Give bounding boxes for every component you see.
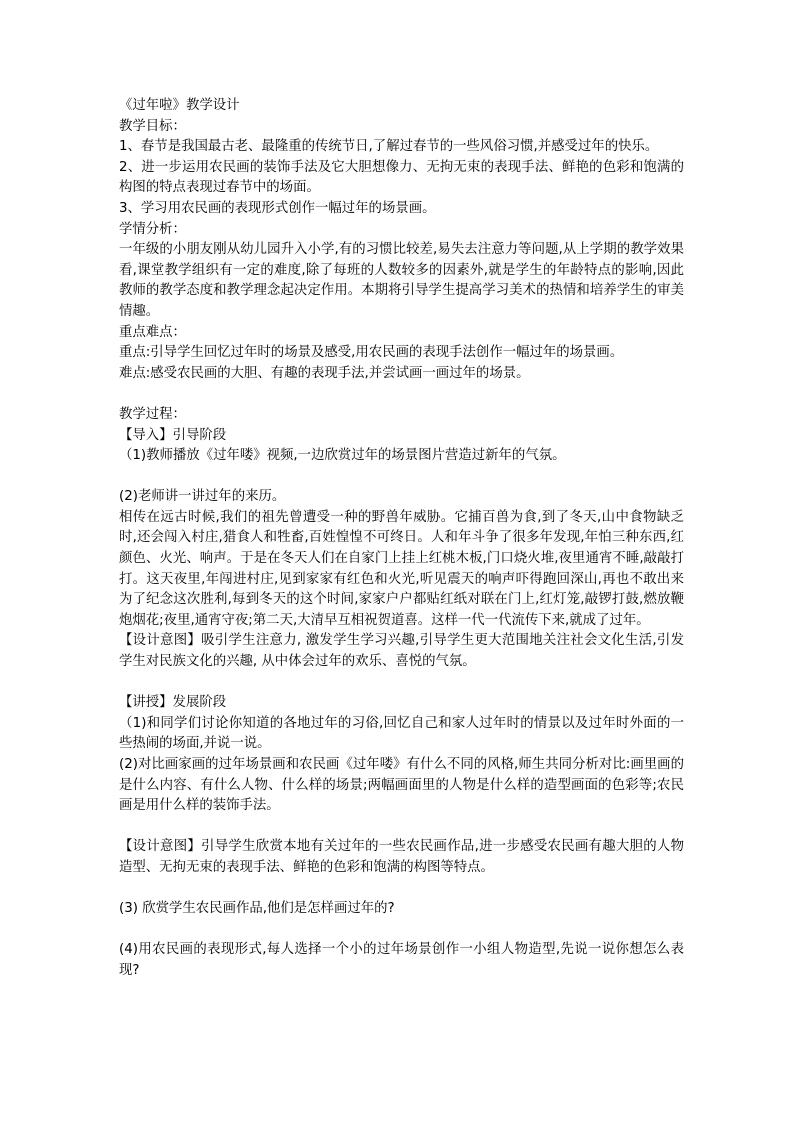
spacer: [119, 817, 684, 838]
doc-title: 《过年啦》教学设计: [119, 98, 240, 113]
legend-text: 相传在远古时候,我们的祖先曾遭受一种的野兽年威胁。它捕百兽为食,到了冬天,山中食物缺乏时,还会闯入村庄,猎食人和牲畜,百姓惶惶不可终日。人和年斗争了很多年发现,年怕三种东西,红颜色、火光、响声。于是在冬天人们在自家门上挂上红桃木板,门口烧火堆,夜里通宵不睡,敲敲打打。这天夜里,年闯进村庄,见到家家有红色和火光,听见震天的响声吓得跑回深山,再也不敢出来 为了纪念这次胜利,每到冬天的这个时间,家家户户都贴红纸对联在门上,红灯笼,敲锣打鼓,燃放鞭炮烟花;夜里,通宵守夜;第二天,大清早互相祝贺道喜。这样一代一代流传下来,就成了过年。: [119, 509, 689, 628]
analysis-text: 一年级的小朋友刚从幼儿园升入小学,有的习惯比较差,易失去注意力等问题,从上学期的教学效果看,课堂教学组织有一定的难度,除了每班的人数较多的因素外,就是学生的年龄特点的影响,因此教师的教学态度和教学理念起决定作用。本期将引导学生提高学习美术的热情和培养学生的审美情趣。: [119, 242, 684, 319]
process-heading: 教学过程：: [119, 406, 186, 422]
spacer: [119, 920, 684, 941]
goal-2: 2、进一步运用农民画的装饰手法及它大胆想像力、无拘无束的表现手法、鲜艳的色彩和饱满的构图的特点表现过春节中的场面。: [119, 159, 684, 196]
teach-step-1: （1)和同学们讨论你知道的各地过年的习俗,回忆自己和家人过年时的情景以及过年时外面的一些热闹的场面,并说一说。: [119, 715, 684, 752]
goals-heading: 教学目标：: [119, 118, 186, 134]
teach-heading: 【讲授】发展阶段: [119, 695, 227, 711]
spacer: [119, 879, 684, 900]
design-intent-2: 【设计意图】引导学生欣赏本地有关过年的一些农民画作品,进一步感受农民画有趣大胆的人物造型、无拘无束的表现手法、鲜艳的色彩和饱满的构图等特点。: [119, 839, 684, 875]
key-point: 重点:引导学生回忆过年时的场景及感受,用农民画的表现手法创作一幅过年的场景画。: [119, 345, 624, 361]
spacer: [119, 384, 684, 405]
goal-1: 1、春节是我国最古老、最隆重的传统节日,了解过春节的一些风俗习惯,并感受过年的快乐。: [119, 139, 659, 155]
difficult-point: 难点:感受农民画的大胆、有趣的表现手法,并尝试画一画过年的场景。: [119, 365, 530, 381]
design-intent-1: 【设计意图】吸引学生注意力, 激发学生学习兴趣,引导学生更大范围地关注社会文化生活,引发学生对民族文化的兴趣, 从中体会过年的欢乐、喜悦的气氛。: [119, 633, 684, 670]
teach-step-2: (2)对比画家画的过年场景画和农民画《过年喽》有什么不同的风格,师生共同分析对比:画里画的是什么内容、有什么人物、什么样的场景;两幅画面里的人物是什么样的造型画面的色彩等;农民画是用什么样的装饰手法。: [119, 757, 684, 814]
teach-step-3: (3) 欣赏学生农民画作品,他们是怎样画过年的?: [119, 901, 395, 917]
teach-step-4: (4)用农民画的表现形式,每人选择一个小的过年场景创作一小组人物造型,先说一说你想怎么表现?: [119, 942, 684, 978]
spacer: [119, 673, 684, 694]
intro-heading: 【导入】引导阶段: [119, 427, 227, 443]
intro-step-1: （1)教师播放《过年喽》视频,一边欣赏过年的场景图片营造过新年的气氛。: [119, 448, 566, 464]
analysis-heading: 学情分析：: [119, 221, 186, 237]
intro-step-2: (2)老师讲一讲过年的来历。: [119, 489, 286, 505]
key-heading: 重点难点：: [119, 324, 186, 340]
spacer: [119, 467, 684, 488]
goal-3: 3、学习用农民画的表现形式创作一幅过年的场景画。: [119, 200, 436, 216]
